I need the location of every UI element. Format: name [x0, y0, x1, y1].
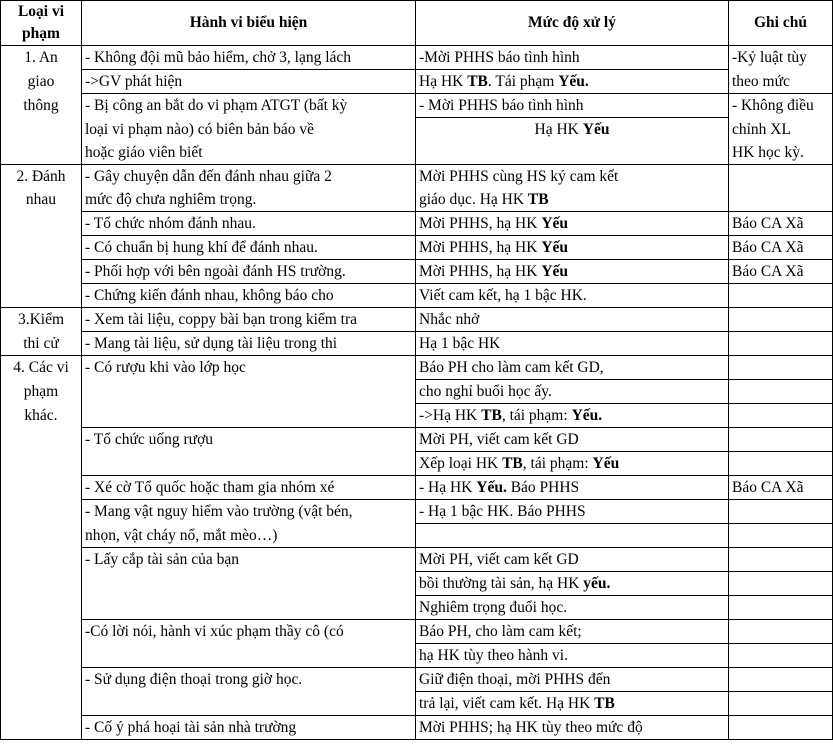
behavior-cell: - Chứng kiến đánh nhau, không báo cho	[82, 284, 416, 308]
table-row	[1, 188, 833, 212]
header-category	[1, 1, 82, 46]
behavior-cell: - Tổ chức uống rượu	[82, 428, 416, 452]
handling-cell	[416, 284, 729, 308]
note-cell: Báo CA Xã	[729, 476, 833, 500]
table-body	[1, 46, 833, 740]
handling-cell	[416, 380, 729, 404]
handling-text: Mời PHHS, hạ HK	[419, 215, 542, 232]
bold-grade: TB	[481, 407, 502, 424]
category-cell	[1, 716, 82, 740]
handling-cell	[416, 165, 729, 189]
handling-cell	[416, 428, 729, 452]
handling-cell	[416, 118, 729, 142]
handling-text: Giữ điện thoại, mời PHHS đến	[419, 671, 611, 688]
handling-text: - Hạ HK	[419, 479, 477, 496]
table-row	[1, 596, 833, 620]
handling-cell	[416, 46, 729, 70]
note-cell	[729, 165, 833, 189]
note-cell: - Không điều	[729, 94, 833, 118]
category-cell	[1, 524, 82, 548]
table-row	[1, 644, 833, 668]
behavior-cell: - Có rượu khi vào lớp học	[82, 356, 416, 380]
handling-text: Hạ HK	[534, 121, 583, 138]
table-row	[1, 500, 833, 524]
behavior-cell: - Có chuẩn bị hung khí để đánh nhau.	[82, 236, 416, 260]
behavior-cell	[82, 380, 416, 404]
handling-text: Báo PH, cho làm cam kết;	[419, 623, 582, 640]
note-cell: Báo CA Xã	[729, 212, 833, 236]
header-row	[1, 1, 833, 46]
handling-cell	[416, 141, 729, 165]
handling-cell	[416, 308, 729, 332]
table-row	[1, 620, 833, 644]
behavior-cell: - Mang tài liệu, sử dụng tài liệu trong thi	[82, 332, 416, 356]
note-cell	[729, 572, 833, 596]
category-cell	[1, 452, 82, 476]
note-cell	[729, 452, 833, 476]
header-category-label: Loại vi phạm	[17, 3, 65, 42]
category-cell: nhau	[1, 188, 82, 212]
handling-cell	[416, 356, 729, 380]
note-cell: -Kỷ luật tùy	[729, 46, 833, 70]
header-handling: Mức độ xử lý	[416, 1, 729, 46]
table-row	[1, 668, 833, 692]
note-cell	[729, 332, 833, 356]
handling-cell	[416, 596, 729, 620]
bold-grade: TB	[594, 695, 615, 712]
behavior-cell: - Phối hợp với bên ngoài đánh HS trường.	[82, 260, 416, 284]
behavior-cell	[82, 644, 416, 668]
note-cell: Báo CA Xã	[729, 236, 833, 260]
note-cell	[729, 668, 833, 692]
handling-cell	[416, 716, 729, 740]
bold-grade: Yếu.	[476, 479, 507, 496]
handling-text: bồi thường tài sản, hạ HK	[419, 575, 584, 592]
behavior-cell: - Sử dụng điện thoại trong giờ học.	[82, 668, 416, 692]
behavior-cell: - Lấy cắp tài sản của bạn	[82, 548, 416, 572]
table-row	[1, 236, 833, 260]
table-row	[1, 692, 833, 716]
handling-cell	[416, 452, 729, 476]
category-cell	[1, 260, 82, 284]
handling-text: hạ HK tùy theo hành vi.	[419, 647, 568, 664]
table-row	[1, 260, 833, 284]
category-cell	[1, 548, 82, 572]
bold-grade: TB	[502, 455, 523, 472]
category-cell: 2. Đánh	[1, 165, 82, 189]
bold-grade: TB	[467, 73, 488, 90]
handling-text: Xếp loại HK	[419, 455, 503, 472]
category-cell	[1, 668, 82, 692]
handling-cell	[416, 692, 729, 716]
behavior-cell	[82, 692, 416, 716]
bold-grade: Yếu	[541, 263, 569, 280]
table-row	[1, 284, 833, 308]
category-cell	[1, 596, 82, 620]
note-cell	[729, 356, 833, 380]
handling-text: giáo dục. Hạ HK	[419, 191, 528, 208]
table-row	[1, 356, 833, 380]
table-row	[1, 716, 833, 740]
note-cell	[729, 716, 833, 740]
table-row	[1, 141, 833, 165]
table-row	[1, 46, 833, 70]
note-cell	[729, 692, 833, 716]
handling-cell	[416, 476, 729, 500]
bold-grade: Yếu	[541, 215, 569, 232]
handling-cell	[416, 668, 729, 692]
bold-grade: TB	[527, 191, 549, 208]
note-cell	[729, 596, 833, 620]
handling-cell	[416, 94, 729, 118]
handling-text: , tái phạm:	[522, 455, 593, 472]
behavior-cell	[82, 452, 416, 476]
behavior-cell	[82, 572, 416, 596]
table-row	[1, 572, 833, 596]
note-cell	[729, 404, 833, 428]
table-row	[1, 404, 833, 428]
category-cell	[1, 212, 82, 236]
handling-text: Mời PHHS cùng HS ký cam kết	[419, 168, 619, 185]
table-row	[1, 212, 833, 236]
table-row	[1, 476, 833, 500]
handling-cell	[416, 572, 729, 596]
handling-text: Nghiêm trọng đuổi học.	[419, 599, 568, 616]
behavior-cell: - Gây chuyện dẫn đến đánh nhau giữa 2	[82, 165, 416, 189]
handling-text: Mời PH, viết cam kết GD	[419, 551, 579, 568]
behavior-cell: mức độ chưa nghiêm trọng.	[82, 188, 416, 212]
category-cell: thi cử	[1, 332, 82, 356]
behavior-cell	[82, 596, 416, 620]
handling-text: - Hạ 1 bậc HK. Báo PHHS	[419, 503, 586, 520]
handling-text: Viết cam kết, hạ 1 bậc HK.	[419, 287, 587, 304]
category-cell: phạm	[1, 380, 82, 404]
behavior-cell: nhọn, vật cháy nổ, mắt mèo…)	[82, 524, 416, 548]
table-row	[1, 524, 833, 548]
handling-cell	[416, 70, 729, 94]
note-cell	[729, 188, 833, 212]
bold-grade: Yếu	[582, 121, 610, 138]
category-cell	[1, 428, 82, 452]
handling-cell	[416, 332, 729, 356]
handling-text: . Tái phạm	[487, 73, 559, 90]
handling-text: Mời PHHS, hạ HK	[419, 239, 542, 256]
handling-text: - Mời PHHS báo tình hình	[419, 97, 584, 114]
table-row	[1, 118, 833, 142]
handling-text: Mời PH, viết cam kết GD	[419, 431, 579, 448]
note-cell	[729, 644, 833, 668]
behavior-cell: loại vi phạm nào) có biên bản báo về	[82, 118, 416, 142]
handling-cell	[416, 188, 729, 212]
handling-cell	[416, 500, 729, 524]
behavior-cell: -Có lời nói, hành vi xúc phạm thầy cô (có	[82, 620, 416, 644]
handling-cell	[416, 260, 729, 284]
behavior-cell: - Tổ chức nhóm đánh nhau.	[82, 212, 416, 236]
header-note: Ghi chú	[729, 1, 833, 46]
category-cell	[1, 236, 82, 260]
behavior-cell: - Mang vật nguy hiểm vào trường (vật bén,	[82, 500, 416, 524]
handling-cell	[416, 620, 729, 644]
category-cell	[1, 692, 82, 716]
table-row	[1, 308, 833, 332]
handling-text: Báo PH cho làm cam kết GD,	[419, 359, 604, 376]
handling-text: Mời PHHS; hạ HK tùy theo mức độ	[419, 719, 643, 736]
behavior-cell: - Không đội mũ bảo hiểm, chở 3, lạng lách	[82, 46, 416, 70]
handling-text: , tái phạm:	[501, 407, 572, 424]
note-cell	[729, 500, 833, 524]
category-cell	[1, 141, 82, 165]
category-cell	[1, 644, 82, 668]
note-cell	[729, 308, 833, 332]
note-cell	[729, 428, 833, 452]
handling-cell	[416, 644, 729, 668]
note-cell: chỉnh XL	[729, 118, 833, 142]
category-cell	[1, 620, 82, 644]
behavior-cell: - Bị công an bắt do vi phạm ATGT (bất kỳ	[82, 94, 416, 118]
category-cell: giao	[1, 70, 82, 94]
handling-cell	[416, 524, 729, 548]
note-cell	[729, 548, 833, 572]
bold-grade: Yếu	[592, 455, 620, 472]
handling-cell	[416, 404, 729, 428]
handling-text: Báo PHHS	[506, 479, 580, 496]
bold-grade: yếu.	[583, 575, 611, 592]
note-cell	[729, 524, 833, 548]
category-cell	[1, 476, 82, 500]
handling-text: Hạ 1 bậc HK	[419, 335, 501, 352]
handling-text: Hạ HK	[419, 73, 468, 90]
table-row	[1, 332, 833, 356]
category-cell: 1. An	[1, 46, 82, 70]
handling-cell	[416, 236, 729, 260]
category-cell	[1, 118, 82, 142]
handling-text: Nhắc nhở	[419, 311, 480, 328]
category-cell: 4. Các vi	[1, 356, 82, 380]
behavior-cell: - Xé cờ Tổ quốc hoặc tham gia nhóm xé	[82, 476, 416, 500]
handling-text: -Mời PHHS báo tình hình	[419, 49, 580, 66]
category-cell: thông	[1, 94, 82, 118]
behavior-cell: hoặc giáo viên biết	[82, 141, 416, 165]
behavior-cell: - Xem tài liệu, coppy bài bạn trong kiểm tra	[82, 308, 416, 332]
category-cell	[1, 284, 82, 308]
handling-text: Mời PHHS, hạ HK	[419, 263, 542, 280]
table-row	[1, 165, 833, 189]
behavior-cell: ->GV phát hiện	[82, 70, 416, 94]
bold-grade: Yếu	[541, 239, 569, 256]
table-row	[1, 94, 833, 118]
bold-grade: Yếu.	[571, 407, 603, 424]
note-cell	[729, 380, 833, 404]
category-cell: 3.Kiểm	[1, 308, 82, 332]
bold-grade: Yếu.	[558, 73, 589, 90]
category-cell: khác.	[1, 404, 82, 428]
category-cell	[1, 500, 82, 524]
note-cell: HK học kỳ.	[729, 141, 833, 165]
handling-cell	[416, 212, 729, 236]
behavior-cell	[82, 404, 416, 428]
header-behavior: Hành vi biểu hiện	[82, 1, 416, 46]
note-cell	[729, 620, 833, 644]
table-row	[1, 70, 833, 94]
handling-text: ->Hạ HK	[419, 407, 482, 424]
category-cell	[1, 572, 82, 596]
note-cell: Báo CA Xã	[729, 260, 833, 284]
table-row	[1, 428, 833, 452]
note-cell: theo mức	[729, 70, 833, 94]
table-row	[1, 380, 833, 404]
handling-cell	[416, 548, 729, 572]
handling-text: cho nghỉ buổi học ấy.	[419, 383, 552, 400]
note-cell	[729, 284, 833, 308]
behavior-cell: - Cố ý phá hoại tài sản nhà trường	[82, 716, 416, 740]
handling-text: trả lại, viết cam kết. Hạ HK	[419, 695, 595, 712]
table-row	[1, 452, 833, 476]
table-row	[1, 548, 833, 572]
